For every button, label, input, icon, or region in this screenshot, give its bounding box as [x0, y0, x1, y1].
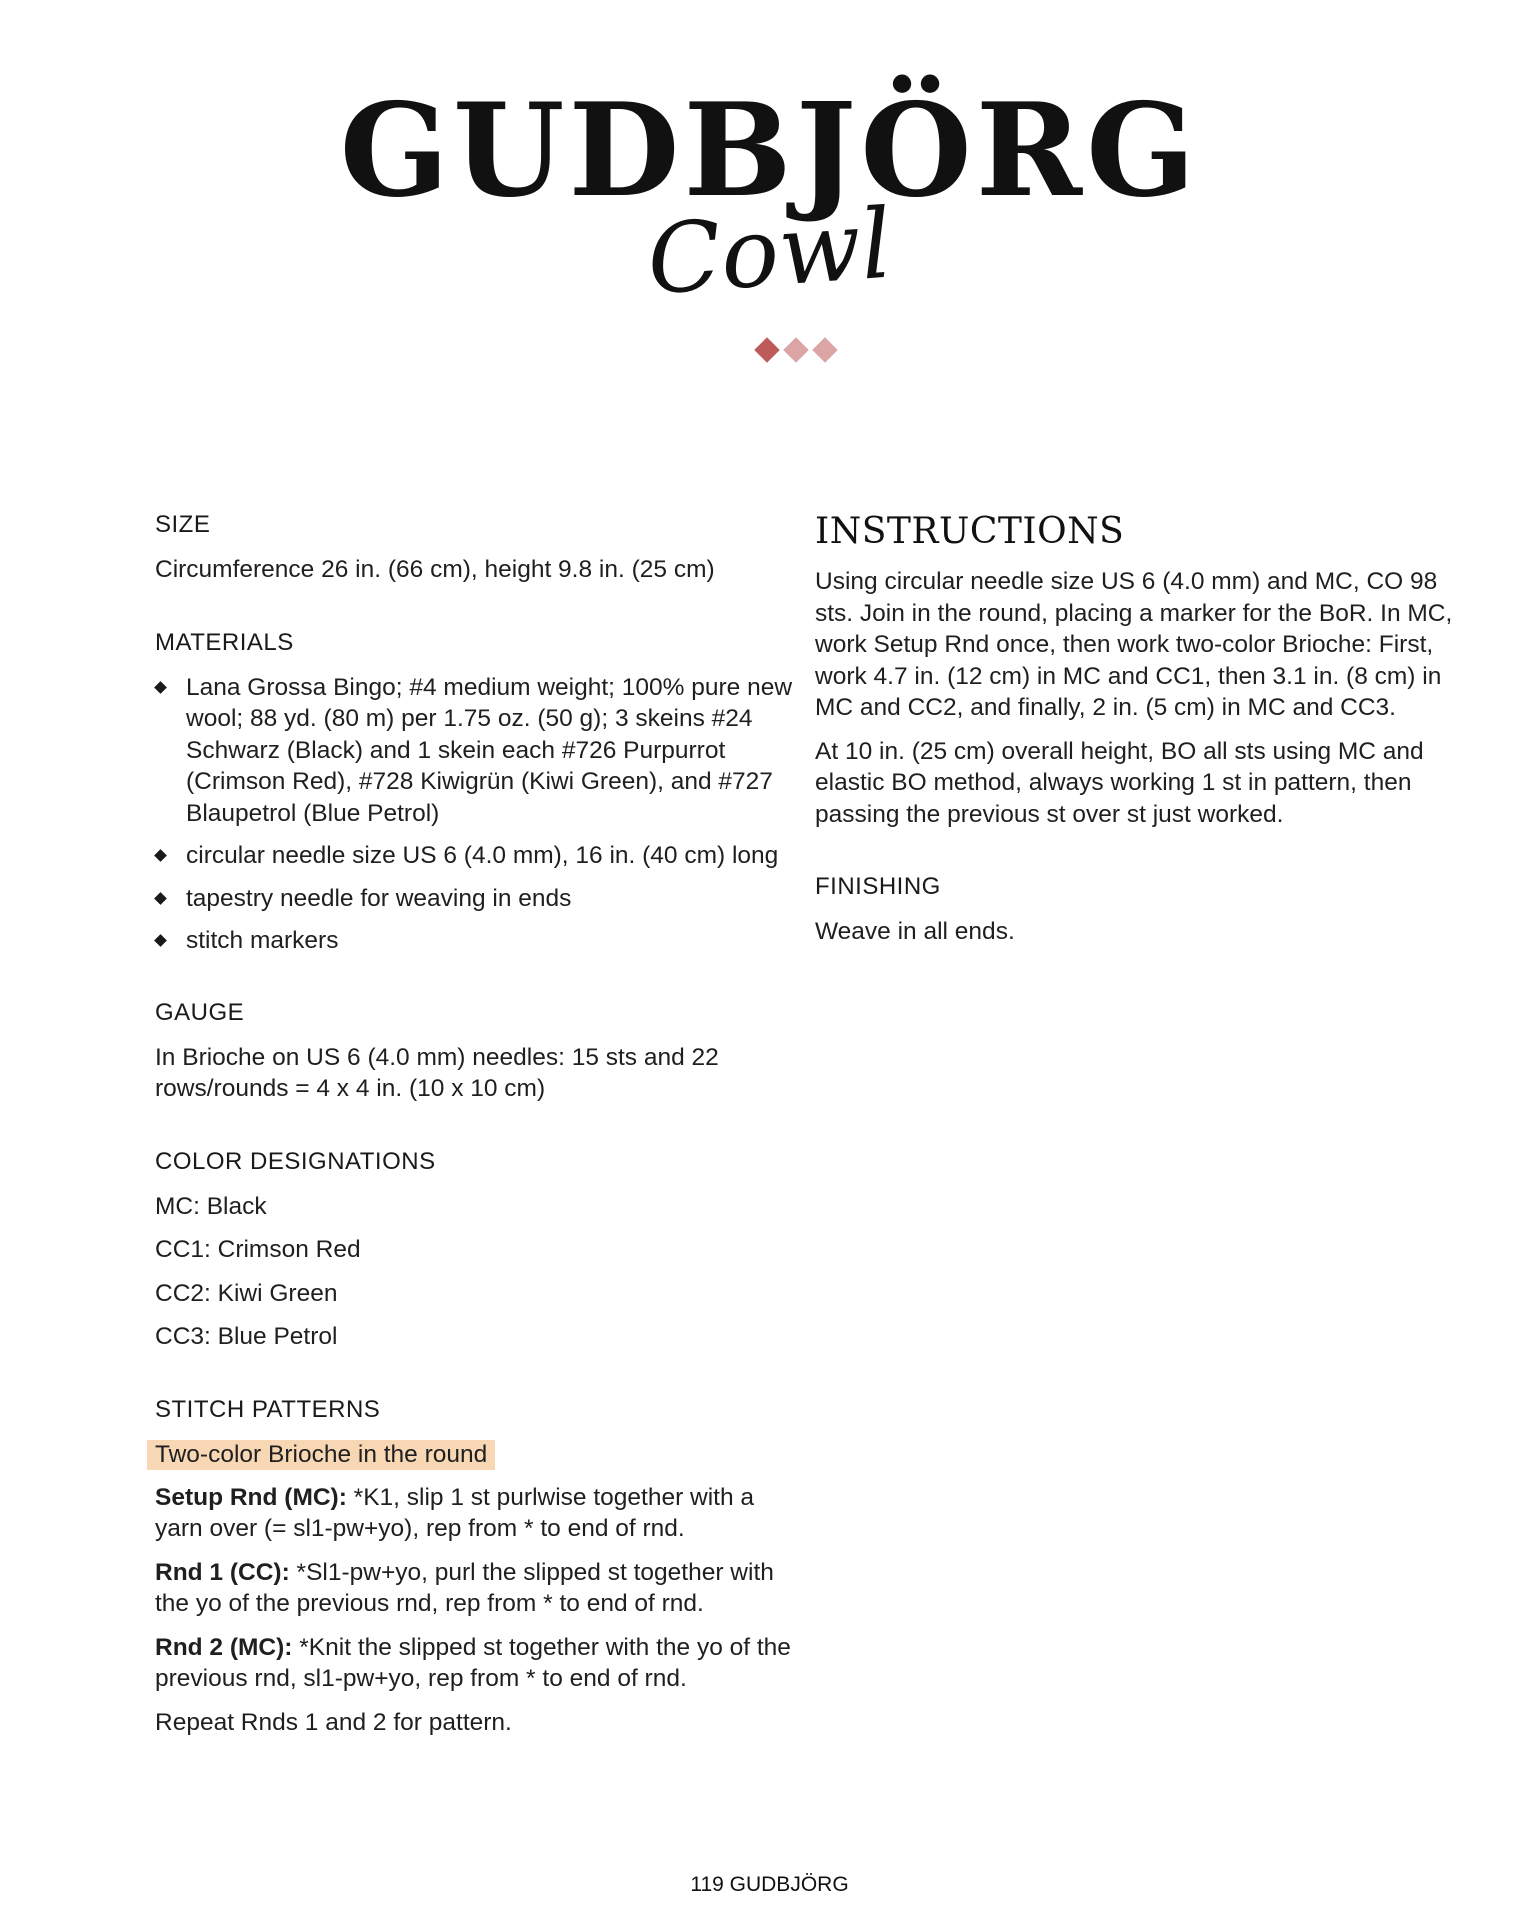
- right-column: [815, 510, 1455, 960]
- row-label: Setup Rnd (MC):: [155, 1483, 347, 1511]
- color-item: CC1: Crimson Red: [155, 1236, 361, 1263]
- list-item-text: tapestry needle for weaving in ends: [186, 884, 572, 912]
- size-text: Circumference 26 in. (66 cm), height 9.8 in. (25 cm): [155, 556, 715, 583]
- list-item-text: Lana Grossa Bingo; #4 medium weight; 100% pure new wool; 88 yd. (80 m) per 1.75 oz. (50 g); 3 skeins #24 Schwarz (Black) and 1 skein each #726 Purpurrot (Crimson Red), #728 Kiwigrün (Kiwi Green), and #727 Blaupetrol (Blue Petrol): [186, 673, 793, 827]
- color-item: CC3: Blue Petrol: [155, 1323, 338, 1350]
- row-text: *Sl1-pw+yo, purl the slipped st together with the yo of the previous rnd, rep from * to end of rnd.: [155, 1558, 774, 1617]
- page-footer: 119 GUDBJÖRG: [690, 1873, 849, 1896]
- diamond-ornament: [751, 337, 841, 367]
- row-label: Rnd 1 (CC):: [155, 1558, 290, 1586]
- diamond-icon: [754, 337, 779, 362]
- diamond-bullet-icon: [154, 934, 167, 947]
- row-text: *K1, slip 1 st purlwise together with a yarn over (= sl1-pw+yo), rep from * to end of rnd.: [155, 1483, 755, 1542]
- finishing-text: Weave in all ends.: [815, 918, 1015, 945]
- list-item: [155, 672, 795, 830]
- finishing-section: [815, 872, 1455, 948]
- section-heading: GAUGE: [155, 998, 245, 1026]
- diamond-bullet-icon: [154, 892, 167, 905]
- diamond-bullet-icon: [154, 681, 167, 694]
- highlighted-subheading: Two-color Brioche in the round: [147, 1440, 495, 1470]
- left-column: [155, 510, 795, 1750]
- materials-section: [155, 628, 795, 957]
- diamond-icon: [783, 337, 808, 362]
- instructions-paragraph: Using circular needle size US 6 (4.0 mm) and MC, CO 98 sts. Join in the round, placing a marker for the BoR. In MC, work Setup Rnd once, then work two-color Brioche: First, work 4.7 in. (12 cm) in MC and CC1, then 3.1 in. (8 cm) in MC and CC2, and finally, 2 in. (5 cm) in MC and CC3.: [815, 568, 1453, 721]
- stitch-patterns-section: [155, 1395, 795, 1739]
- list-item-text: circular needle size US 6 (4.0 mm), 16 in. (40 cm) long: [186, 842, 779, 869]
- color-item: CC2: Kiwi Green: [155, 1279, 338, 1307]
- pattern-row: [155, 1557, 795, 1620]
- section-heading: MATERIALS: [155, 628, 294, 656]
- section-heading: SIZE: [155, 511, 211, 538]
- color-item: MC: Black: [155, 1192, 267, 1220]
- list-item-text: stitch markers: [186, 927, 339, 954]
- pattern-row: [155, 1632, 795, 1695]
- gauge-text: In Brioche on US 6 (4.0 mm) needles: 15 sts and 22 rows/rounds = 4 x 4 in. (10 x 10 cm): [155, 1043, 719, 1102]
- section-heading: FINISHING: [815, 873, 941, 900]
- list-item: [155, 925, 795, 957]
- color-designations-section: [155, 1147, 795, 1353]
- materials-list: [155, 672, 795, 957]
- instructions-heading: INSTRUCTIONS: [815, 511, 1125, 552]
- size-section: [155, 510, 795, 586]
- list-item: [155, 840, 795, 872]
- instructions-paragraph: At 10 in. (25 cm) overall height, BO all sts using MC and elastic BO method, always working 1 st in pattern, then passing the previous st over st just worked.: [815, 737, 1424, 828]
- diamond-icon: [812, 337, 837, 362]
- pattern-row: [155, 1482, 795, 1545]
- list-item: [155, 883, 795, 915]
- page-header: [0, 0, 1539, 400]
- section-heading: COLOR DESIGNATIONS: [155, 1147, 436, 1175]
- section-heading: STITCH PATTERNS: [155, 1395, 381, 1423]
- repeat-text: Repeat Rnds 1 and 2 for pattern.: [155, 1708, 512, 1736]
- diamond-bullet-icon: [154, 849, 167, 862]
- page-subtitle: Cowl: [643, 187, 896, 317]
- gauge-section: [155, 998, 795, 1105]
- row-text: *Knit the slipped st together with the yo of the previous rnd, sl1-pw+yo, rep from * to end of rnd.: [155, 1633, 791, 1692]
- instructions-section: [815, 510, 1455, 830]
- row-label: Rnd 2 (MC):: [155, 1633, 293, 1661]
- page-title: GUDBJÖRG: [339, 76, 1200, 226]
